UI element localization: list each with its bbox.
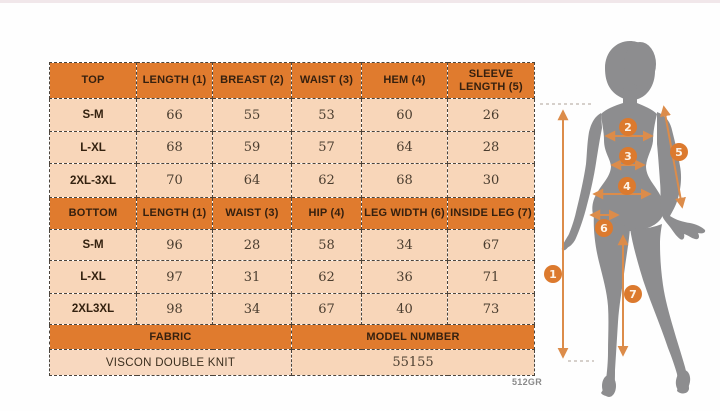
value-cell: 31 (213, 261, 292, 294)
fabric-header: FABRIC (50, 325, 292, 350)
value-cell: 68 (362, 164, 448, 198)
marker-7 (624, 285, 642, 303)
value-cell: 28 (213, 230, 292, 261)
female-silhouette-diagram (530, 0, 720, 411)
value-cell: 68 (137, 132, 213, 164)
table-row (50, 261, 535, 294)
column-header: SLEEVE LENGTH (5) (448, 63, 535, 99)
value-cell: 58 (292, 230, 362, 261)
column-header: LEG WIDTH (6) (362, 198, 448, 230)
reference-dashed-lines (540, 104, 594, 361)
svg-text:6: 6 (600, 222, 608, 235)
value-cell: 67 (292, 294, 362, 325)
value-cell: 73 (448, 294, 535, 325)
column-header: TOP (50, 63, 137, 99)
value-cell: 30 (448, 164, 535, 198)
info-header-row (50, 325, 535, 350)
value-cell: 36 (362, 261, 448, 294)
info-value-row (50, 350, 535, 376)
value-cell: 26 (448, 99, 535, 132)
value-cell: 62 (292, 164, 362, 198)
value-cell: 96 (137, 230, 213, 261)
model-number-value: 55155 (292, 350, 535, 376)
value-cell: 34 (362, 230, 448, 261)
svg-text:7: 7 (629, 288, 637, 301)
size-chart-table (49, 62, 535, 376)
table-row (50, 294, 535, 325)
table-row (50, 164, 535, 198)
column-header: BOTTOM (50, 198, 137, 230)
column-header: LENGTH (1) (137, 198, 213, 230)
svg-text:4: 4 (623, 180, 631, 193)
svg-text:1: 1 (549, 268, 557, 281)
size-label-cell: L-XL (50, 132, 137, 164)
column-header: HIP (4) (292, 198, 362, 230)
value-cell: 66 (137, 99, 213, 132)
column-header: LENGTH (1) (137, 63, 213, 99)
size-label-cell: S-M (50, 230, 137, 261)
value-cell: 64 (213, 164, 292, 198)
marker-2 (619, 118, 637, 136)
svg-text:3: 3 (624, 150, 632, 163)
svg-text:2: 2 (624, 121, 632, 134)
value-cell: 97 (137, 261, 213, 294)
bottom-header-row (50, 198, 535, 230)
value-cell: 70 (137, 164, 213, 198)
size-label-cell: 2XL3XL (50, 294, 137, 325)
table-row (50, 132, 535, 164)
marker-3 (619, 147, 637, 165)
fabric-value: VISCON DOUBLE KNIT (50, 350, 292, 376)
marker-1 (544, 265, 562, 283)
value-cell: 40 (362, 294, 448, 325)
top-header-row (50, 63, 535, 99)
svg-text:5: 5 (675, 146, 683, 159)
column-header: INSIDE LEG (7) (448, 198, 535, 230)
marker-6 (595, 219, 613, 237)
value-cell: 53 (292, 99, 362, 132)
size-label-cell: S-M (50, 99, 137, 132)
value-cell: 64 (362, 132, 448, 164)
value-cell: 55 (213, 99, 292, 132)
value-cell: 59 (213, 132, 292, 164)
value-cell: 60 (362, 99, 448, 132)
value-cell: 57 (292, 132, 362, 164)
value-cell: 71 (448, 261, 535, 294)
marker-5 (670, 143, 688, 161)
value-cell: 98 (137, 294, 213, 325)
value-cell: 34 (213, 294, 292, 325)
column-header: HEM (4) (362, 63, 448, 99)
value-cell: 28 (448, 132, 535, 164)
marker-4 (618, 177, 636, 195)
column-header: WAIST (3) (292, 63, 362, 99)
female-silhouette (562, 41, 705, 397)
size-label-cell: 2XL-3XL (50, 164, 137, 198)
value-cell: 62 (292, 261, 362, 294)
model-number-header: MODEL NUMBER (292, 325, 535, 350)
watermark-code: 512GR (512, 377, 543, 387)
column-header: WAIST (3) (213, 198, 292, 230)
size-label-cell: L-XL (50, 261, 137, 294)
measurement-figure (530, 0, 720, 411)
table-row (50, 230, 535, 261)
value-cell: 67 (448, 230, 535, 261)
table-row (50, 99, 535, 132)
column-header: BREAST (2) (213, 63, 292, 99)
